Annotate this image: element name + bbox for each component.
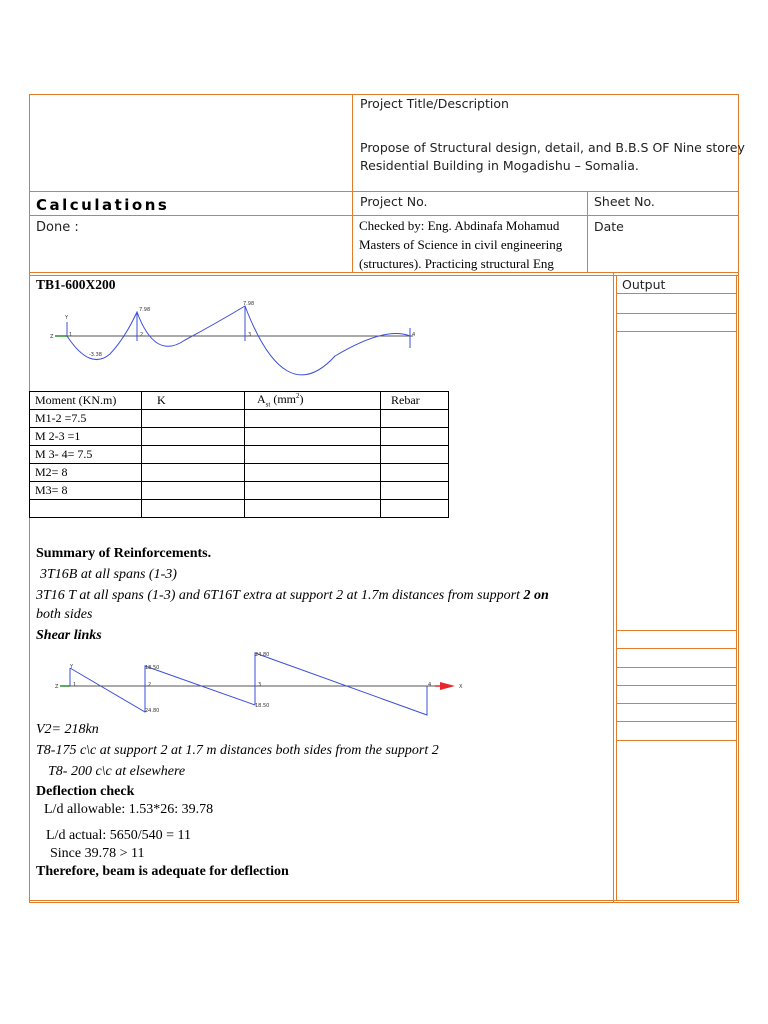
table-cell — [142, 446, 245, 464]
checked-by-line1: Checked by: Eng. Abdinafa Mohamud — [359, 218, 560, 233]
table-cell — [381, 410, 449, 428]
node-label: 2 — [140, 332, 144, 338]
shear-label: 24.80 — [145, 708, 160, 714]
project-description-line2: Residential Building in Mogadishu – Somalia. — [360, 158, 639, 173]
shear-label: 24.80 — [255, 652, 270, 658]
table-row — [30, 410, 449, 428]
checked-by-line2: Masters of Science in civil engineering — [359, 237, 563, 252]
table-cell — [142, 500, 245, 518]
calculations-heading: Calculations — [36, 196, 170, 214]
shear-line — [70, 653, 427, 715]
deflection-since: Since 39.78 > 11 — [50, 846, 145, 861]
header-divider-1 — [29, 191, 739, 192]
table-cell — [142, 482, 245, 500]
moment-curve — [67, 306, 410, 375]
shear-label: 18.50 — [255, 703, 270, 709]
table-cell: M 2-3 =1 — [30, 428, 142, 446]
table-cell — [30, 500, 142, 518]
header-ast — [245, 392, 381, 410]
project-no-label: Project No. — [360, 194, 428, 209]
header-divider-3 — [29, 272, 739, 273]
table-cell — [381, 446, 449, 464]
axis-label: X — [459, 684, 463, 690]
table-cell — [381, 464, 449, 482]
table-cell — [245, 464, 381, 482]
output-label: Output — [622, 277, 666, 292]
summary-title: Summary of Reinforcements. — [36, 546, 212, 561]
table-cell: M1-2 =7.5 — [30, 410, 142, 428]
project-title-label: Project Title/Description — [360, 96, 509, 111]
checked-by-line3: (structures). Practicing structural Eng — [359, 256, 554, 271]
table-cell — [245, 500, 381, 518]
shear-line2: T8- 200 c\c at elsewhere — [48, 764, 186, 779]
output-rule — [616, 685, 737, 686]
sheet-no-label: Sheet No. — [594, 194, 655, 209]
body-top-inner — [29, 275, 739, 276]
node-label: 3 — [248, 332, 252, 338]
output-rule — [616, 703, 737, 704]
table-cell — [245, 482, 381, 500]
node-label: 1 — [69, 332, 73, 338]
table-cell — [245, 446, 381, 464]
output-rule — [616, 331, 737, 332]
deflection-conclusion: Therefore, beam is adequate for deflection — [36, 864, 289, 879]
table-cell: M3= 8 — [30, 482, 142, 500]
project-description-line1: Propose of Structural design, detail, and B.B.S OF Nine storey — [360, 140, 745, 155]
node-label: 1 — [73, 682, 77, 688]
summary-line2a: 3T16 T at all spans (1-3) and 6T16T extra at support 2 at 1.7m distances from support — [36, 588, 524, 603]
table-cell — [381, 482, 449, 500]
table-row — [30, 428, 449, 446]
header-ast-sub: st — [265, 400, 271, 409]
output-rule — [616, 648, 737, 649]
table-cell — [142, 464, 245, 482]
table-row — [30, 446, 449, 464]
output-rule — [616, 667, 737, 668]
output-column-divider — [613, 272, 614, 903]
output-rule — [616, 740, 737, 741]
summary-line2 — [36, 588, 549, 604]
body-bottom-inner — [29, 900, 739, 901]
output-column-divider-inner — [616, 275, 617, 900]
table-cell — [142, 410, 245, 428]
header-k — [142, 392, 245, 410]
deflection-actual: L/d actual: 5650/540 = 11 — [46, 828, 192, 843]
node-label: 2 — [148, 682, 152, 688]
output-rule — [616, 630, 737, 631]
header-moment: Moment (KN.m) — [30, 392, 142, 410]
summary-line2b: 2 on — [523, 588, 549, 603]
header-col-divider-2 — [587, 191, 588, 273]
table-cell: M2= 8 — [30, 464, 142, 482]
date-label: Date — [594, 219, 624, 234]
shear-label: 18.50 — [145, 665, 160, 671]
beam-title: TB1-600X200 — [36, 277, 116, 292]
node-label: 4 — [412, 332, 416, 338]
output-rule — [616, 721, 737, 722]
summary-line3: both sides — [36, 607, 93, 622]
table-cell: M 3- 4= 7.5 — [30, 446, 142, 464]
header-col-divider — [352, 94, 353, 273]
summary-line1: 3T16B at all spans (1-3) — [40, 567, 177, 582]
moment-label: 7.98 — [139, 307, 151, 313]
header-divider-2 — [29, 215, 739, 216]
frame-right-inner — [736, 275, 737, 900]
header-ast-mm: (mm — [270, 392, 297, 407]
bending-moment-diagram — [45, 296, 425, 376]
header-ast-a: A — [257, 392, 266, 407]
header-ast-sup: 2 — [296, 392, 300, 401]
table-row — [30, 464, 449, 482]
shear-links-title: Shear links — [36, 628, 102, 643]
node-label: 3 — [258, 682, 262, 688]
axis-label: Y — [65, 315, 69, 321]
deflection-title: Deflection check — [36, 784, 135, 799]
table-row — [30, 482, 449, 500]
table-header-row — [30, 392, 449, 410]
axis-label: Z — [50, 334, 54, 340]
header-ast-close: ) — [299, 392, 304, 407]
moment-table — [29, 391, 449, 518]
done-label: Done : — [36, 220, 79, 235]
table-cell — [381, 500, 449, 518]
table-cell — [142, 428, 245, 446]
shear-force-diagram — [50, 648, 465, 723]
table-cell — [245, 428, 381, 446]
shear-v2: V2= 218kn — [36, 722, 99, 737]
deflection-allowable: L/d allowable: 1.53*26: 39.78 — [44, 802, 214, 817]
x-axis-arrow — [440, 682, 455, 690]
axis-label: Z — [55, 684, 59, 690]
moment-label: -3.38 — [89, 352, 102, 358]
table-cell — [245, 410, 381, 428]
header-rebar-text: Rebar — [391, 393, 420, 407]
header-rebar — [381, 392, 449, 410]
header-k-text: K — [157, 393, 166, 407]
shear-line1: T8-175 c\c at support 2 at 1.7 m distances both sides from the support 2 — [36, 743, 439, 758]
output-rule — [616, 293, 737, 294]
table-row — [30, 500, 449, 518]
moment-label: 7.98 — [243, 301, 255, 307]
table-cell — [381, 428, 449, 446]
axis-label: Y — [70, 664, 74, 670]
node-label: 4 — [428, 682, 432, 688]
output-rule — [616, 313, 737, 314]
